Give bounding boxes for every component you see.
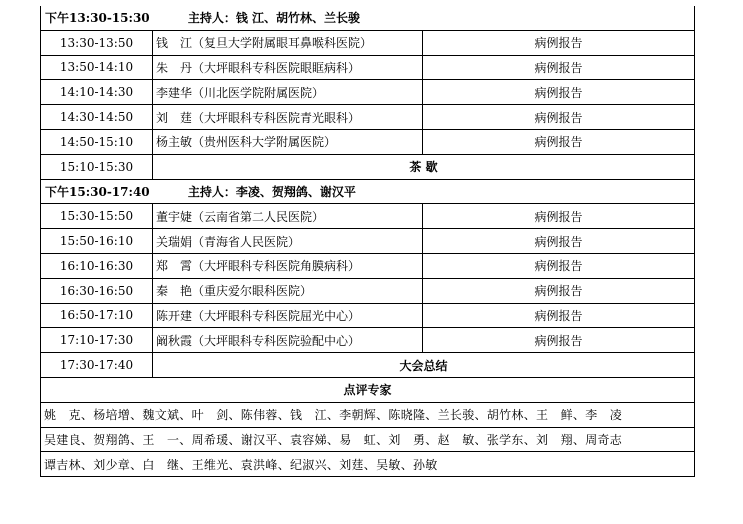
table-row: [41, 129, 695, 154]
experts-line: 谭吉林、刘少章、白 继、王维光、袁洪峰、纪淑兴、刘莛、吴敏、孙敏: [41, 452, 695, 477]
schedule-table: [40, 6, 695, 477]
break-label: 茶 歇: [153, 154, 695, 179]
table-row: [41, 328, 695, 353]
experts-row: [41, 402, 695, 427]
time-slot: 14:10-14:30: [41, 80, 153, 105]
talk-type: 病例报告: [423, 204, 695, 229]
experts-line: 姚 克、杨培增、魏文斌、叶 剑、陈伟蓉、钱 江、李朝辉、陈晓隆、兰长骏、胡竹林、王 鲜、李 凌: [41, 402, 695, 427]
talk-type: 病例报告: [423, 253, 695, 278]
time-slot: 17:30-17:40: [41, 353, 153, 378]
talk-type: 病例报告: [423, 55, 695, 80]
talk-type: 病例报告: [423, 328, 695, 353]
speaker: 刘 莛（大坪眼科专科医院青光眼科）: [153, 105, 423, 130]
table-row: [41, 80, 695, 105]
time-slot: 16:10-16:30: [41, 253, 153, 278]
break-row: [41, 353, 695, 378]
talk-type: 病例报告: [423, 278, 695, 303]
time-slot: 16:30-16:50: [41, 278, 153, 303]
speaker: 朱 丹（大坪眼科专科医院眼眶病科）: [153, 55, 423, 80]
speaker: 杨主敏（贵州医科大学附属医院）: [153, 129, 423, 154]
time-slot: 14:50-15:10: [41, 129, 153, 154]
session-time-label: 下午13:30-15:30: [45, 11, 150, 26]
table-row: [41, 30, 695, 55]
session-header: [41, 6, 695, 30]
session-time-label: 下午15:30-17:40: [45, 184, 150, 199]
time-slot: 15:50-16:10: [41, 229, 153, 254]
speaker: 郑 霄（大坪眼科专科医院角膜病科）: [153, 253, 423, 278]
speaker: 李建华（川北医学院附属医院）: [153, 80, 423, 105]
experts-row: [41, 452, 695, 477]
talk-type: 病例报告: [423, 30, 695, 55]
experts-title: 点评专家: [41, 377, 695, 402]
session-host-label: 主持人：李凌、贺翔鸽、谢汉平: [187, 184, 356, 199]
experts-header-row: [41, 377, 695, 402]
experts-row: [41, 427, 695, 452]
time-slot: 15:30-15:50: [41, 204, 153, 229]
time-slot: 14:30-14:50: [41, 105, 153, 130]
time-slot: 13:30-13:50: [41, 30, 153, 55]
speaker: 陈开建（大坪眼科专科医院屈光中心）: [153, 303, 423, 328]
speaker: 秦 艳（重庆爱尔眼科医院）: [153, 278, 423, 303]
session-host-label: 主持人：钱 江、胡竹林、兰长骏: [187, 11, 361, 26]
table-row: [41, 253, 695, 278]
break-label: 大会总结: [153, 353, 695, 378]
table-row: [41, 303, 695, 328]
table-row: [41, 204, 695, 229]
table-row: [41, 55, 695, 80]
speaker: 董宇婕（云南省第二人民医院）: [153, 204, 423, 229]
experts-line: 吴建良、贺翔鸽、王 一、周希瑗、谢汉平、袁容娣、易 虹、刘 勇、赵 敏、张学东、刘 翔、周奇志: [41, 427, 695, 452]
table-row: [41, 229, 695, 254]
session-header: [41, 179, 695, 204]
talk-type: 病例报告: [423, 80, 695, 105]
talk-type: 病例报告: [423, 105, 695, 130]
talk-type: 病例报告: [423, 303, 695, 328]
talk-type: 病例报告: [423, 229, 695, 254]
speaker: 钱 江（复旦大学附属眼耳鼻喉科医院）: [153, 30, 423, 55]
break-row: [41, 154, 695, 179]
time-slot: 13:50-14:10: [41, 55, 153, 80]
time-slot: 17:10-17:30: [41, 328, 153, 353]
speaker: 阚秋霞（大坪眼科专科医院验配中心）: [153, 328, 423, 353]
speaker: 关瑞娟（青海省人民医院）: [153, 229, 423, 254]
time-slot: 16:50-17:10: [41, 303, 153, 328]
time-slot: 15:10-15:30: [41, 154, 153, 179]
table-row: [41, 105, 695, 130]
talk-type: 病例报告: [423, 129, 695, 154]
table-row: [41, 278, 695, 303]
